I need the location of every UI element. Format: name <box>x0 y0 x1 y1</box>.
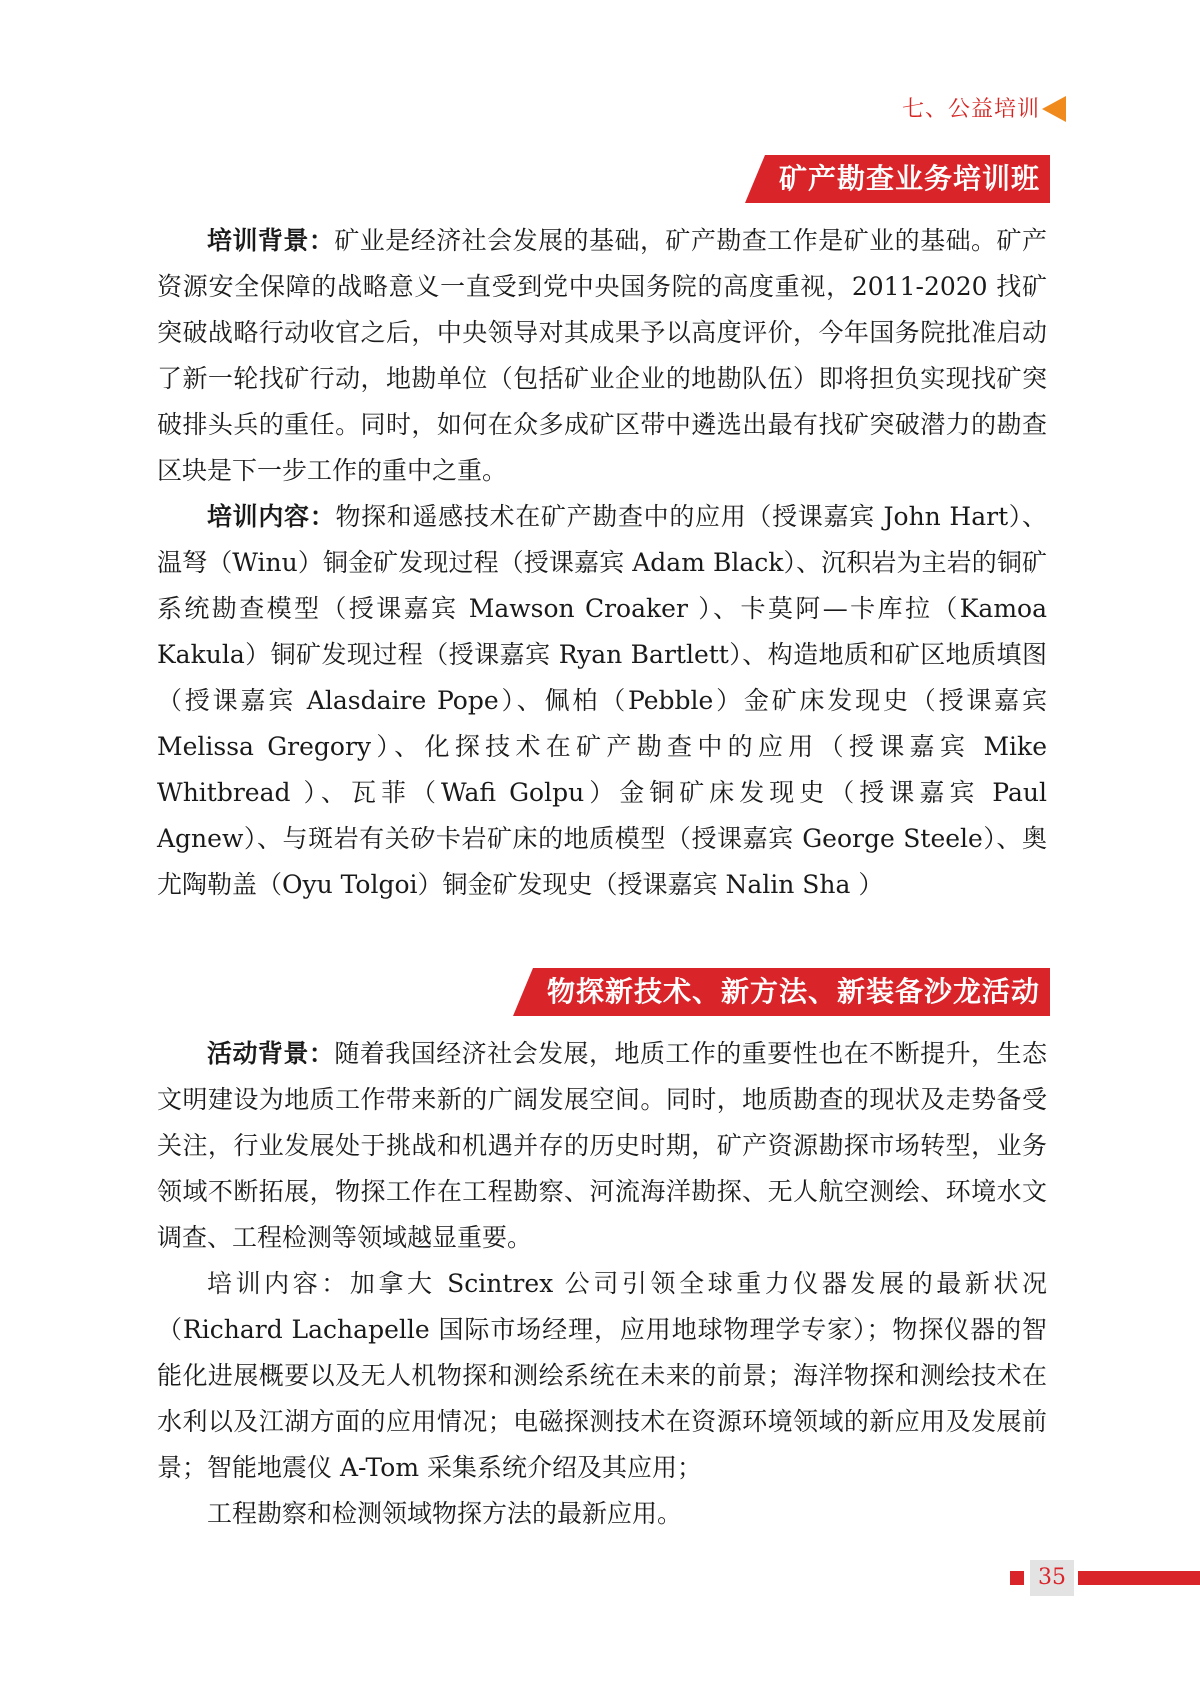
paragraph-lead: 培训内容： <box>207 502 336 531</box>
paragraph-training-content <box>157 494 1047 908</box>
paragraph-lead: 培训背景： <box>207 226 335 255</box>
paragraph-text: 加拿大 Scintrex 公司引领全球重力仪器发展的最新状况（Richard Lachapelle 国际市场经理，应用地球物理学专家）；物探仪器的智能化进展概要以及无人机物探和测绘系统在未来的前景；海洋物探和测绘技术在水利以及江湖方面的应用情况；电磁探测技术在资源环境领域的新应用及发展前景；智能地震仪 A-Tom 采集系统介绍及其应用； <box>157 1269 1047 1482</box>
section-title-geophysics-salon: 物探新技术、新方法、新装备沙龙活动 <box>533 968 1050 1016</box>
paragraph-text: 随着我国经济社会发展，地质工作的重要性也在不断提升，生态文明建设为地质工作带来新的广阔发展空间。同时，地质勘查的现状及走势备受关注，行业发展处于挑战和机遇并存的历史时期，矿产资源勘探市场转型，业务领域不断拓展，物探工作在工程勘察、河流海洋勘探、无人航空测绘、环境水文调查、工程检测等领域越显重要。 <box>157 1039 1047 1252</box>
paragraph-text: 物探和遥感技术在矿产勘查中的应用（授课嘉宾 John Hart）、温弩（Winu）铜金矿发现过程（授课嘉宾 Adam Black）、沉积岩为主岩的铜矿系统勘查模型（授课嘉宾 Mawson Croaker ）、卡莫阿—卡库拉（Kamoa Kakula）铜矿发现过程（授课嘉宾 Ryan Bartlett）、构造地质和矿区地质填图（授课嘉宾 Alasdaire Pope）、佩柏（Pebble）金矿床发现史（授课嘉宾 Melissa Gregory）、化探技术在矿产勘查中的应用（授课嘉宾 Mike Whitbread ）、瓦菲（Wafi Golpu）金铜矿床发现史（授课嘉宾 Paul Agnew）、与斑岩有关矽卡岩矿床的地质模型（授课嘉宾 George Steele）、奥尤陶勒盖（Oyu Tolgoi）铜金矿发现史（授课嘉宾 Nalin Sha ） <box>157 502 1047 899</box>
section-body-mineral-exploration <box>157 218 1047 908</box>
chapter-label: 七、公益培训 <box>901 97 1040 122</box>
paragraph-training-content-2 <box>157 1261 1047 1491</box>
section-body-geophysics-salon <box>157 1031 1047 1537</box>
paragraph-text: 工程勘察和检测领域物探方法的最新应用。 <box>207 1499 683 1528</box>
section-title-mineral-exploration: 矿产勘查业务培训班 <box>765 155 1050 203</box>
footer-right-bar <box>1078 1571 1200 1585</box>
footer-left-bar <box>1010 1571 1024 1585</box>
paragraph-lead: 活动背景： <box>207 1039 335 1068</box>
paragraph-text: 矿业是经济社会发展的基础，矿产勘查工作是矿业的基础。矿产资源安全保障的战略意义一直受到党中央国务院的高度重视，2011-2020 找矿突破战略行动收官之后，中央领导对其成果予以高度评价，今年国务院批准启动了新一轮找矿行动，地勘单位（包括矿业企业的地勘队伍）即将担负实现找矿突破排头兵的重任。同时，如何在众多成矿区带中遴选出最有找矿突破潜力的勘查区块是下一步工作的重中之重。 <box>157 226 1047 485</box>
paragraph-lead: 培训内容： <box>207 1269 350 1298</box>
triangle-left-icon <box>1042 96 1066 122</box>
paragraph-training-background <box>157 218 1047 494</box>
page-number: 35 <box>1030 1560 1074 1596</box>
paragraph-activity-background <box>157 1031 1047 1261</box>
paragraph-continuation <box>157 1491 1047 1537</box>
